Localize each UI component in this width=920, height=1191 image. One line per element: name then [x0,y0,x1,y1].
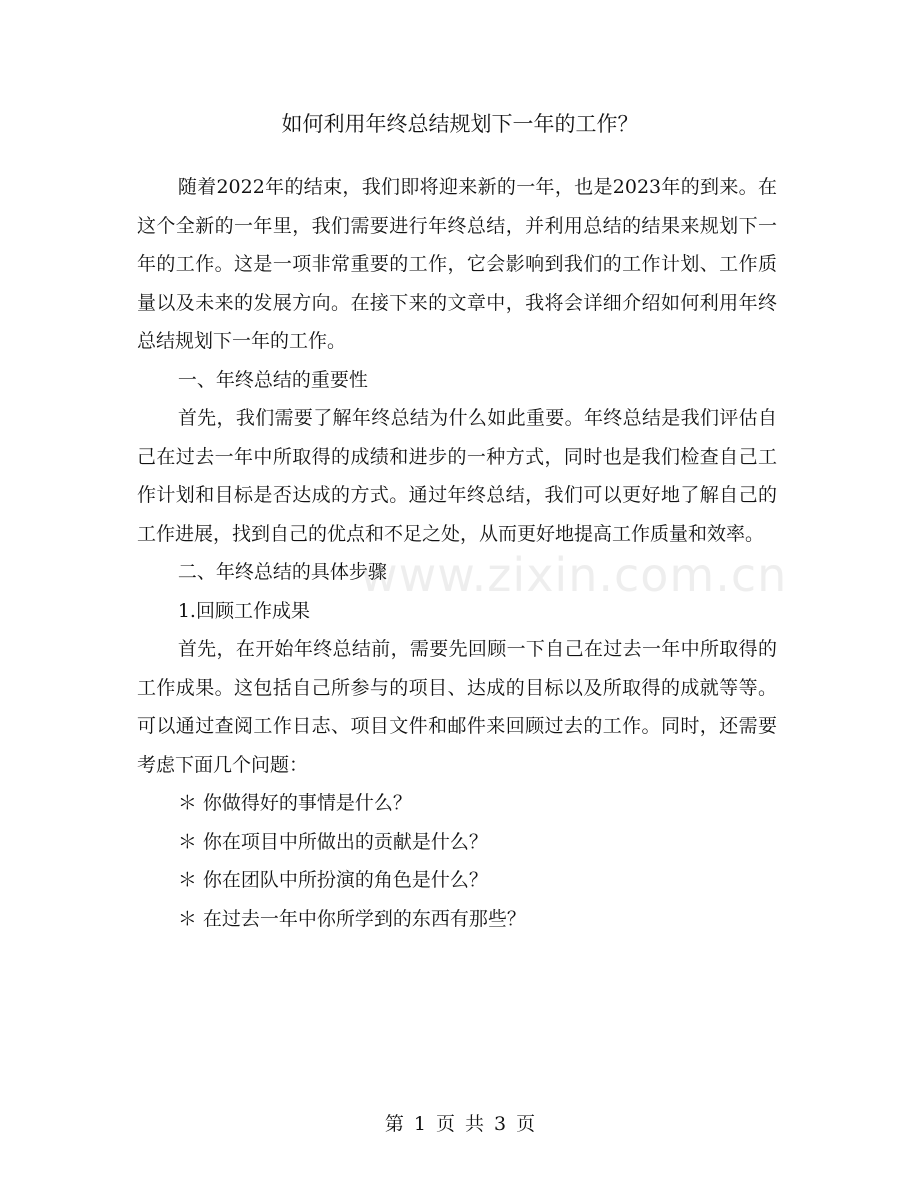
document-body [137,168,777,938]
section-heading-importance: 一、年终总结的重要性 [177,368,368,391]
importance-paragraph: 首先，我们需要了解年终总结为什么如此重要。年终总结是我们评估自己在过去一年中所取得的成绩和进步的一种方式，同时也是我们检查自己工作计划和目标是否达成的方式。通过年终总结，我们可以更好地了解自己的工作进展，找到自己的优点和不足之处，从而更好地提高工作质量和效率。 [137,407,777,545]
document-title: 如何利用年终总结规划下一年的工作？ [281,112,639,136]
question-item: ＊ 在过去一年中你所学到的东西有那些？ [177,907,526,930]
section-heading-steps: 二、年终总结的具体步骤 [177,561,387,583]
question-item: ＊ 你在项目中所做出的贡献是什么？ [177,830,488,853]
step-heading-review: 1.回顾工作成果 [177,599,310,622]
page-footer: 第 1 页 共 3 页 [384,1113,536,1135]
question-item: ＊ 你做得好的事情是什么？ [177,792,412,814]
review-paragraph: 首先，在开始年终总结前，需要先回顾一下自己在过去一年中所取得的工作成果。这包括自己所参与的项目、达成的目标以及所取得的成就等等。可以通过查阅工作日志、项目文件和邮件来回顾过去的工作。同时，还需要考虑下面几个问题： [137,638,777,776]
watermark: www.zixin.com.cn [360,548,788,602]
intro-paragraph: 随着2022年的结束，我们即将迎来新的一年，也是2023年的到来。在这个全新的一年里，我们需要进行年终总结，并利用总结的结果来规划下一年的工作。这是一项非常重要的工作，它会影响到我们的工作计划、工作质量以及未来的发展方向。在接下来的文章中，我将会详细介绍如何利用年终总结规划下一年的工作。 [137,176,777,352]
question-item: ＊ 你在团队中所扮演的角色是什么？ [177,869,488,891]
